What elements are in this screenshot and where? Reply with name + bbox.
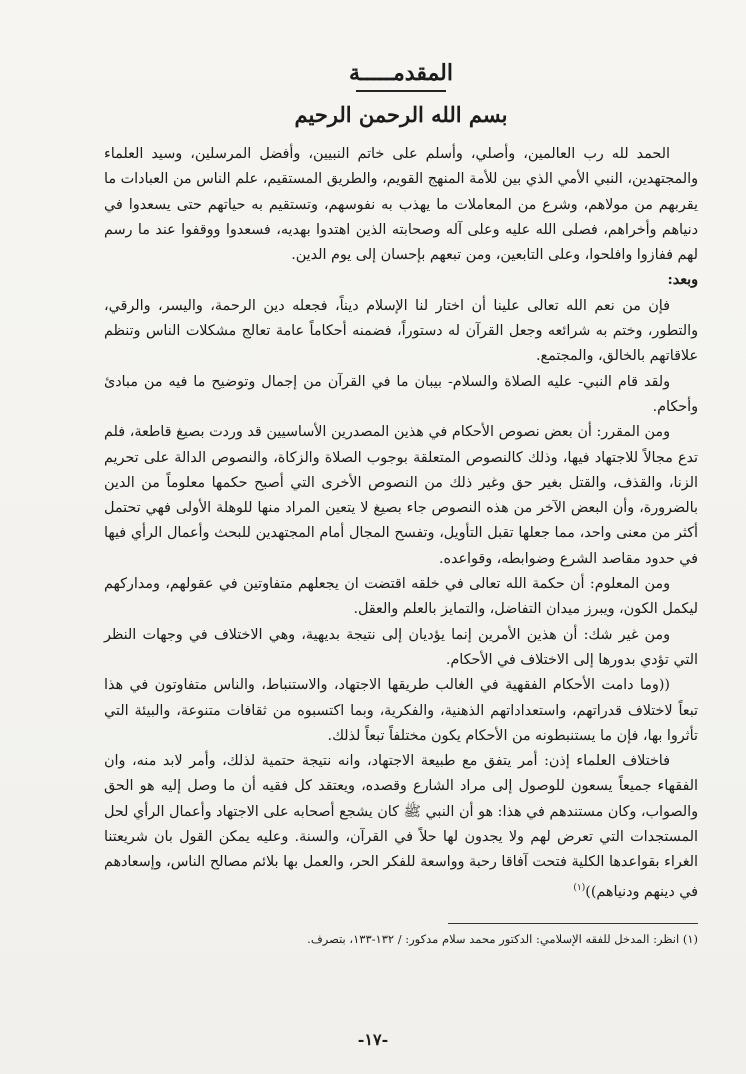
title-underline xyxy=(356,90,446,92)
footnote-separator xyxy=(448,923,698,924)
basmala-heading: بسم الله الرحمن الرحيم xyxy=(294,102,508,127)
paragraph-intro: الحمد لله رب العالمين، وأصلي، وأسلم على خاتم النبيين، وأفضل المرسلين، وسيد العلماء والمجتهدين، النبي الأمي الذي بين للأمة المنهج القويم، والطريق المستقيم، علم الناس من العبادات ما يقربهم من مولاهم، وشرع من المعاملات ما يهذب به نفوسهم، وتستقيم به حياتهم حتى يسعدوا في دنياهم وأخراهم، فصلى الله عليه وعلى آله وصحابته الذين اهتدوا بهديه، فسعدوا ووقفوا عند ما رسم لهم ففازوا وافلحوا، وعلى التابعين، ومن تبعهم بإحسان إلى يوم الدين. xyxy=(104,146,698,264)
page-number: -١٧- xyxy=(357,1030,389,1049)
paragraph-difference: ومن غير شك: أن هذين الأمرين إنما يؤديان إلى نتيجة بديهية، وهي الاختلاف في وجهات النظر التي تؤدي بدورها إلى الاختلاف في الأحكام. xyxy=(104,626,698,668)
page-title: المقدمـــــة xyxy=(348,60,454,86)
footnote-marker: (١) xyxy=(573,882,586,893)
footnote-text: (١) انظر: المدخل للفقه الإسلامي: الدكتور محمد سلام مدكور: / ١٣٢-١٣٣، بتصرف. xyxy=(307,931,698,946)
paragraph-quote-1: ((وما دامت الأحكام الفقهية في الغالب طريقها الاجتهاد، والاستنباط، والناس متفاوتون في هذا تبعاً لاختلاف قدراتهم، واستعداداتهم الذهنية، والفكرية، وبما اكتسبوه من ثقافات متنوعة، والبيئة التي تأثروا بها، فإن ما يستنبطونه من الأحكام يكون مختلفاً تبعاً لذلك. xyxy=(104,677,698,744)
paragraph-quote-2 xyxy=(104,749,698,905)
paragraph-wisdom: ومن المعلوم: أن حكمة الله تعالى في خلقه اقتضت ان يجعلهم متفاوتين في عقولهم، ومداركهم ليكمل الكون، ويبرز ميدان التفاضل، والتمايز بالعلم والعقل. xyxy=(104,576,698,618)
paragraph-islam: فإن من نعم الله تعالى علينا أن اختار لنا الإسلام ديناً، فجعله دين الرحمة، واليسر، والرقي، والتطور، وختم به شرائعه وجعل القرآن له دستوراً، فضمنه أحكاماً عامة تعالج مشكلات الناس وتنظم علاقاتهم بالخالق، والمجتمع. xyxy=(104,297,698,365)
page-content xyxy=(104,58,698,948)
paragraph-prophet: ولقد قام النبي- عليه الصلاة والسلام- بيبان ما في القرآن من إجمال وتوضيح ما فيه من مبادئ وأحكام. xyxy=(104,373,698,415)
paragraph-quote-2-text: فاختلاف العلماء إذن: أمر يتفق مع طبيعة الاجتهاد، وانه نتيجة حتمية لذلك، وأمر لابد منه، وان الفقهاء جميعاً يسعون للوصول إلى مراد الشارع وقصده، ويعتقد كل فقيه أن ما وصل إليه هو الحق والصواب، وكان مستندهم في هذا: هو أن النبي ﷺ كان يشجع أصحابه على الاجتهاد وأعمال الرأي لحل المستجدات التي تعرض لهم ولا يجدون لها حلاً في القرآن، والسنة. وعليه يمكن القول بان شريعتنا الغراء بقواعدها الكلية فتحت آفاقا رحبة وواسعة للفكر الحر، والعمل بها بلائم مصالح الناس، وإسعادهم في دينهم ودنياهم)) xyxy=(104,753,698,900)
paragraph-texts: ومن المقرر: أن بعض نصوص الأحكام في هذين المصدرين الأساسيين قد وردت بصيغ قاطعة، فلم تدع مجالاً للاجتهاد فيها، وذلك كالنصوص المتعلقة بوجوب الصلاة والزكاة، والنصوص الدالة على تحريم الزنا، والقذف، والقتل بغير حق وغير ذلك من النصوص الأخرى التي أصبح حكمها معلوماً من الدين بالضرورة، وأن البعض الآخر من هذه النصوص جاء بصيغ لا يتعين المراد منها للوهلة الأولى فهي تحتمل أكثر من معنى واحد، مما جعلها تقبل التأويل، وتفسح المجال أمام المجتهدين للبحث وأعمال الرأي فيها في حدود مقاصد الشرع وضوابطه، وقواعده. xyxy=(104,424,698,567)
wa-baad-heading: وبعد: xyxy=(667,272,698,289)
